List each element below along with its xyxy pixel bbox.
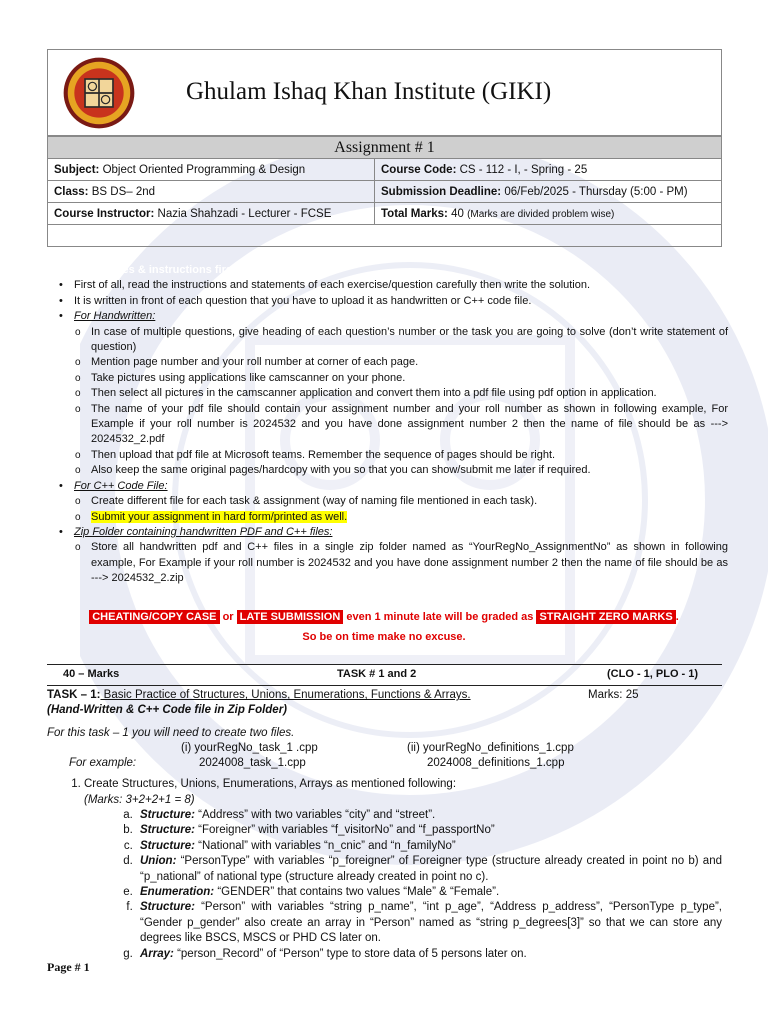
sub-item-f	[136, 900, 722, 946]
zip-heading: Zip Folder containing handwritten PDF and C++ files:	[74, 525, 333, 538]
sub-item-keyword: Structure:	[140, 839, 195, 852]
sub-item-text: “Person” with variables “string p_name”, “int p_age”, “Address p_address”, “PersonType p_type”, “Gender p_gender” also create an array in “Person” named as “string p_degrees[3]” so that we can store any degrees like BSCS, MSCS or PHD CS later on.	[140, 901, 722, 945]
sub-item-keyword: Array:	[140, 947, 174, 960]
note-bullet: • It is written in front of each question that you have to upload it as handwritten or C++ code file.	[74, 294, 728, 309]
handwritten-section	[74, 309, 728, 478]
example-label: For example:	[69, 757, 137, 770]
sub-item-keyword: Structure:	[140, 824, 195, 837]
zip-item: o Store all handwritten pdf and C++ files in a single zip folder named as “YourRegNo_AssignmentNo” as shown in following example, For Example if your roll number is 2024532 and you have done assignment number 2 then the name of file should be as ---> 2024532_2.zip	[91, 540, 728, 586]
task-header-row	[47, 664, 722, 686]
task-1-body	[47, 688, 722, 962]
sub-item-text: “person_Record” of “Person” type to store data of 5 persons later on.	[173, 947, 527, 960]
task-item-1-marks: (Marks: 3+2+2+1 = 8)	[84, 793, 195, 806]
sub-item-c	[136, 839, 722, 854]
subject-label: Subject:	[54, 163, 100, 176]
header-box	[47, 49, 722, 136]
subject-value: Object Oriented Programming & Design	[99, 163, 306, 176]
late-submission-badge: LATE SUBMISSION	[237, 610, 344, 624]
sub-item-keyword: Structure:	[140, 901, 195, 914]
task-1-title: Basic Practice of Structures, Unions, Enumerations, Functions & Arrays.	[100, 689, 471, 701]
zip-section	[74, 525, 728, 587]
sub-item-text: “Address” with two variables “city” and “street”.	[194, 809, 436, 822]
total-marks-label: Total Marks:	[381, 207, 448, 220]
deadline-value: 06/Feb/2025 - Thursday (5:00 - PM)	[501, 185, 688, 198]
hw-item: o Then upload that pdf file at Microsoft teams. Remember the sequence of pages should be right.	[91, 448, 728, 463]
highlighted-text: Submit your assignment in hard form/printed as well.	[91, 510, 348, 523]
assignment-info-table	[47, 136, 722, 247]
sub-item-text: “National” with variables “n_cnic” and “n_familyNo”	[194, 839, 456, 852]
sub-item-keyword: Union:	[140, 855, 177, 868]
cpp-item: o Create different file for each task & assignment (way of naming file mentioned in each task).	[91, 494, 728, 509]
cpp-item-highlight	[91, 510, 728, 525]
file-2-name: (ii) yourRegNo_definitions_1.cpp	[407, 742, 574, 755]
task-1-label: TASK – 1:	[47, 689, 101, 701]
sub-item-text: “GENDER” that contains two values “Male” & “Female”.	[214, 886, 500, 899]
notes-section	[48, 263, 728, 587]
hw-item: o Take pictures using applications like camscanner on your phone.	[91, 371, 728, 386]
hw-item: o Then select all pictures in the camscanner application and convert them into a pdf file using pdf option in application.	[91, 386, 728, 401]
instructor-value: Nazia Shahzadi - Lecturer - FCSE	[154, 207, 332, 220]
sub-item-e	[136, 885, 722, 900]
note-bullet: • First of all, read the instructions and statements of each exercise/question carefully then write the solution.	[74, 278, 728, 293]
total-marks-cell	[375, 203, 722, 225]
warning-line-2: So be on time make no excuse.	[302, 631, 466, 643]
hw-item: o Also keep the same original pages/hardcopy with you so that you can show/submit me later if required.	[91, 463, 728, 478]
hw-item: o In case of multiple questions, give heading of each question’s number or the task you are going to solve (don’t write statement of question)	[91, 325, 728, 356]
sub-item-a	[136, 808, 722, 823]
instructor-label: Course Instructor:	[54, 207, 155, 220]
page-number: Page # 1	[47, 960, 90, 974]
instructor-cell	[48, 203, 375, 225]
warning-or: or	[219, 611, 237, 623]
hw-item: o Mention page number and your roll number at corner of each page.	[91, 355, 728, 370]
class-label: Class:	[54, 185, 89, 198]
sub-item-text: “PersonType” with variables “p_foreigner” of Foreigner type (structure already created in point no b) and “p_national” of national type (structure already created in point no c).	[140, 855, 722, 883]
class-cell	[48, 181, 375, 203]
handwritten-heading: For Handwritten:	[74, 310, 156, 323]
example-2: 2024008_definitions_1.cpp	[427, 757, 565, 770]
notes-title: Note (read notes & instructions first)	[48, 264, 240, 276]
task-title: TASK # 1 and 2	[337, 668, 417, 680]
example-1: 2024008_task_1.cpp	[199, 757, 306, 770]
course-code-label: Course Code:	[381, 163, 457, 176]
task-clo: (CLO - 1, PLO - 1)	[607, 668, 699, 680]
sub-item-b	[136, 823, 722, 838]
institute-title: Ghulam Ishaq Khan Institute (GIKI)	[186, 78, 552, 105]
sub-item-keyword: Enumeration:	[140, 886, 215, 899]
sub-item-keyword: Structure:	[140, 809, 195, 822]
institute-logo-icon	[54, 56, 144, 130]
warning-end: .	[675, 611, 679, 623]
total-marks-note: (Marks are divided problem wise)	[467, 208, 615, 220]
task-item-1	[84, 777, 722, 962]
sub-item-text: “Foreigner” with variables “f_visitorNo” and “f_passportNo”	[194, 824, 495, 837]
warning-middle: even 1 minute late will be graded as	[343, 611, 537, 623]
zero-marks-badge: STRAIGHT ZERO MARKS	[536, 610, 675, 624]
assignment-title: Assignment # 1	[48, 137, 722, 159]
sub-item-d	[136, 854, 722, 885]
file-1-name: (i) yourRegNo_task_1 .cpp	[181, 742, 318, 755]
sub-item-g	[136, 947, 722, 962]
total-marks-value: 40	[447, 207, 468, 220]
class-value: BS DS– 2nd	[88, 185, 156, 198]
warning-line	[0, 611, 768, 623]
cpp-section	[74, 479, 728, 525]
deadline-cell	[375, 181, 722, 203]
course-code-cell	[375, 159, 722, 181]
task-item-1-text: Create Structures, Unions, Enumerations, Arrays as mentioned following:	[84, 778, 457, 791]
empty-row	[48, 225, 722, 247]
cpp-heading: For C++ Code File:	[74, 479, 168, 492]
hw-item: o The name of your pdf file should contain your assignment number and your roll number as shown in following example, For Example if your roll number is 2024532 and you have done assignment number 2 then the name of file should be as ---> 2024532_2.pdf	[91, 402, 728, 448]
subject-cell	[48, 159, 375, 181]
task-1-marks: Marks: 25	[588, 689, 639, 701]
deadline-label: Submission Deadline:	[381, 185, 502, 198]
task-marks: 40 – Marks	[63, 668, 120, 680]
task-1-files-intro: For this task – 1 you will need to create two files.	[47, 726, 295, 739]
cheating-badge: CHEATING/COPY CASE	[89, 610, 219, 624]
task-1-format: (Hand-Written & C++ Code file in Zip Folder)	[47, 704, 288, 717]
course-code-value: CS - 112 - I, - Spring - 25	[456, 163, 588, 176]
